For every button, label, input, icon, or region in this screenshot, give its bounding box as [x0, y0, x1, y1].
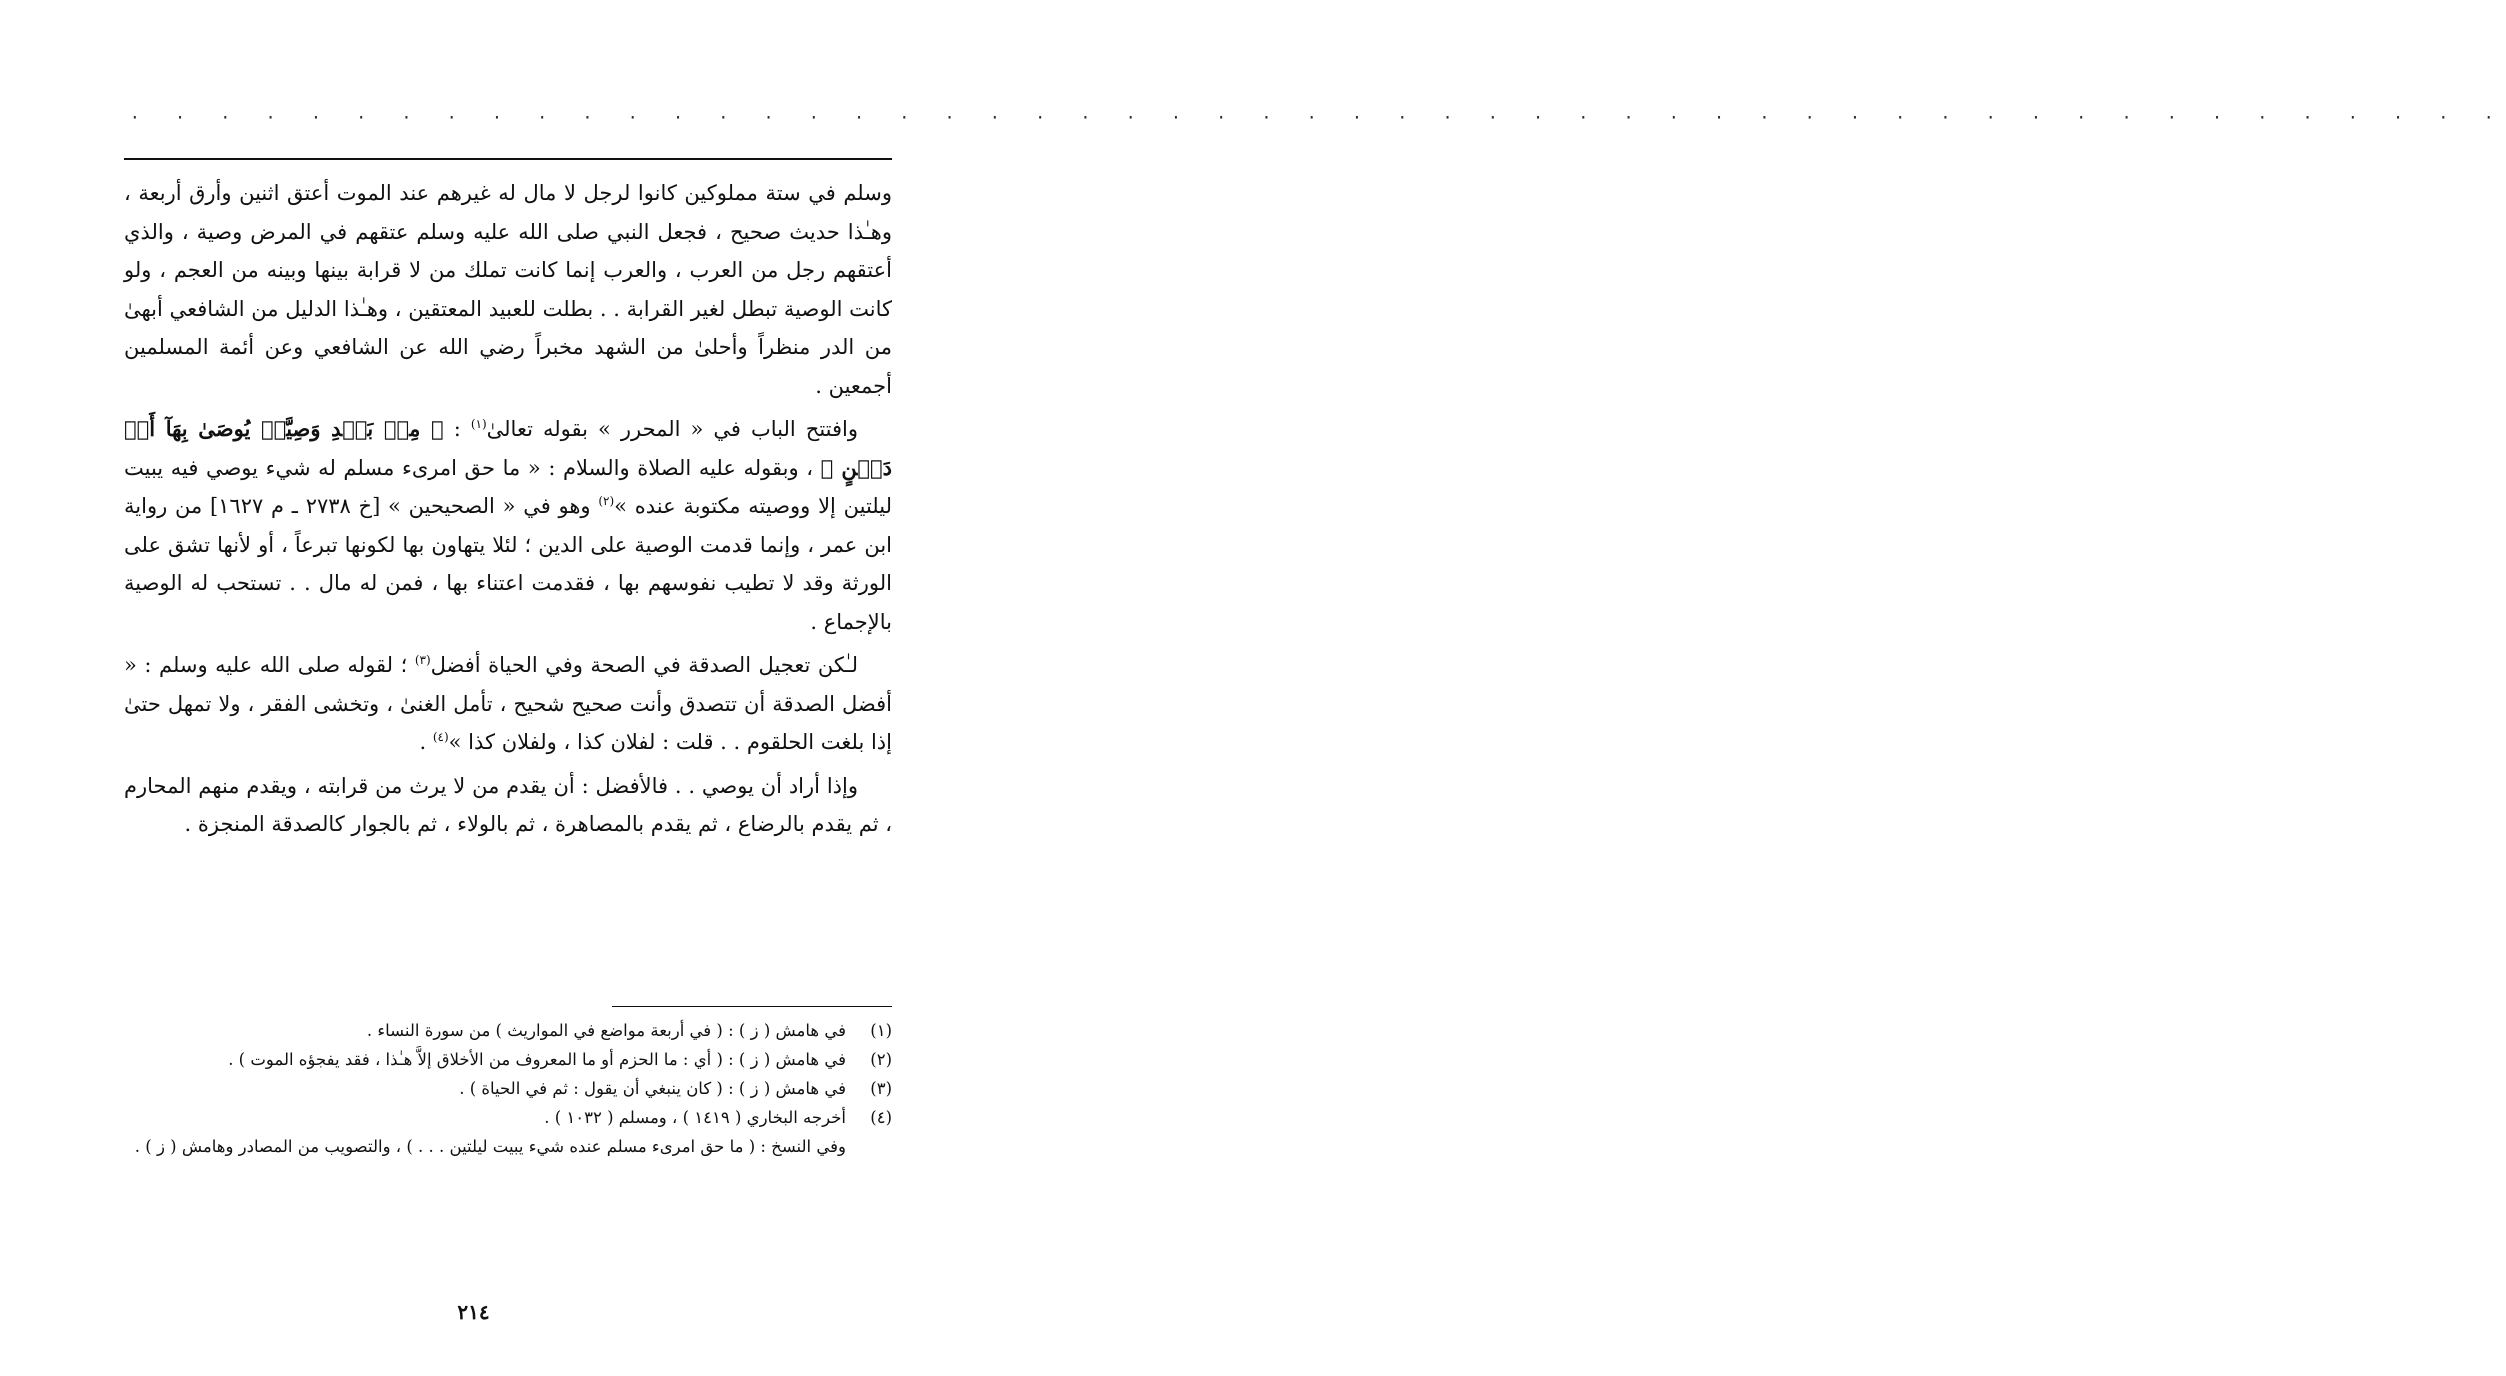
footnote-text: في هامش ( ز ) : ( في أربعة مواضع في المواريث ) من سورة النساء .	[366, 1021, 846, 1040]
footnotes	[124, 1016, 892, 1161]
footnote-4	[124, 1103, 892, 1132]
footnote-rule	[612, 1006, 892, 1007]
quran-verse: ﴿ مِنۢ بَعۡدِ وَصِيَّةٖ يُوصَىٰ بِهَآ أَوۡ دَيۡنٍ ﴾	[124, 416, 892, 480]
paragraph-3-text-a: لـٰكن تعجيل الصدقة في الصحة وفي الحياة أفضل	[430, 653, 858, 677]
paragraph-2-text-d: وهو في « الصحيحين » [خ ٢٧٣٨ ـ م ١٦٢٧] من رواية ابن عمر ، وإنما قدمت الوصية على الدين ؛ لئلا يتهاون بها لكونها تبرعاً ، أو لأنها تشق على الورثة وقد لا تطيب نفوسهم بها ، فقدمت اعتناء بها ، فمن له مال . . تستحب له الوصية بالإجماع .	[124, 494, 892, 634]
footnote-3	[124, 1074, 892, 1103]
footnote-number: (٢)	[870, 1050, 892, 1069]
footnote-ref-4: (٤)	[432, 730, 449, 744]
header-rule	[124, 158, 892, 160]
footnote-ref-3: (٣)	[414, 653, 431, 667]
paragraph-3-text-b: ؛ لقوله صلى الله عليه وسلم : « أفضل الصدقة أن تتصدق وأنت صحيح شحيح ، تأمل الغنىٰ ، وتخشى الفقر ، ولا تمهل حتىٰ إذا بلغت الحلقوم . . قلت : لفلان كذا ، ولفلان كذا »	[124, 653, 892, 754]
paragraph-2-text-b: :	[443, 417, 471, 441]
footnote-text: في هامش ( ز ) : ( أي : ما الحزم أو ما المعروف من الأخلاق إلاَّ هـٰذا ، فقد يفجؤه الموت ) .	[228, 1050, 846, 1069]
footnote-1	[124, 1016, 892, 1045]
header-dotted-line: · · · · · · · · · · · · · · · · · · · · · · · · · · · · · · · · · · · · · · · · · · · · · · · · · · · · ·	[130, 108, 2506, 127]
paragraph-3	[124, 646, 892, 762]
paragraph-1: وسلم في ستة مملوكين كانوا لرجل لا مال له غيرهم عند الموت أعتق اثنين وأرق أربعة ، وهـٰذا حديث صحيح ، فجعل النبي صلى الله عليه وسلم عتقهم في المرض وصية ، والذي أعتقهم رجل من العرب ، والعرب إنما كانت تملك من لا قرابة بينها وبينه من العجم ، ولو كانت الوصية تبطل لغير القرابة . . بطلت للعبيد المعتقين ، وهـٰذا الدليل من الشافعي أبهىٰ من الدر منظراً وأحلىٰ من الشهد مخبراً رضي الله عن الشافعي وعن أئمة المسلمين أجمعين .	[124, 181, 892, 398]
footnote-text: في هامش ( ز ) : ( كان ينبغي أن يقول : ثم في الحياة ) .	[459, 1079, 846, 1098]
paragraph-2-text-c: ، وبقوله عليه الصلاة والسلام : « ما حق امرىء مسلم له شيء يوصي فيه يبيت ليلتين إلا ووصيته مكتوبة عنده »	[124, 455, 892, 518]
paragraph-4: وإذا أراد أن يوصي . . فالأفضل : أن يقدم من لا يرث من قرابته ، ويقدم منهم المحارم ، ثم يقدم بالرضاع ، ثم يقدم بالمصاهرة ، ثم بالولاء ، ثم بالجوار كالصدقة المنجزة .	[124, 773, 892, 836]
footnote-text: أخرجه البخاري ( ١٤١٩ ) ، ومسلم ( ١٠٣٢ ) .	[544, 1108, 846, 1127]
paragraph-2	[124, 410, 892, 641]
paragraph-2-text-a: وافتتح الباب في « المحرر » بقوله تعالىٰ	[486, 417, 859, 441]
footnote-ref-2: (٢)	[598, 494, 615, 508]
page-number: ٢١٤	[457, 1300, 490, 1324]
paragraph-3-text-c: .	[419, 730, 433, 754]
main-text	[124, 174, 892, 849]
footnote-number: (١)	[870, 1021, 892, 1040]
footnote-number: (٣)	[870, 1079, 892, 1098]
footnote-number: (٤)	[870, 1108, 892, 1127]
footnote-4-continuation: وفي النسخ : ( ما حق امرىء مسلم عنده شيء يبيت ليلتين . . . ) ، والتصويب من المصادر وهامش ( ز ) .	[134, 1137, 846, 1156]
footnote-ref-1: (١)	[470, 417, 487, 431]
footnote-2	[124, 1045, 892, 1074]
